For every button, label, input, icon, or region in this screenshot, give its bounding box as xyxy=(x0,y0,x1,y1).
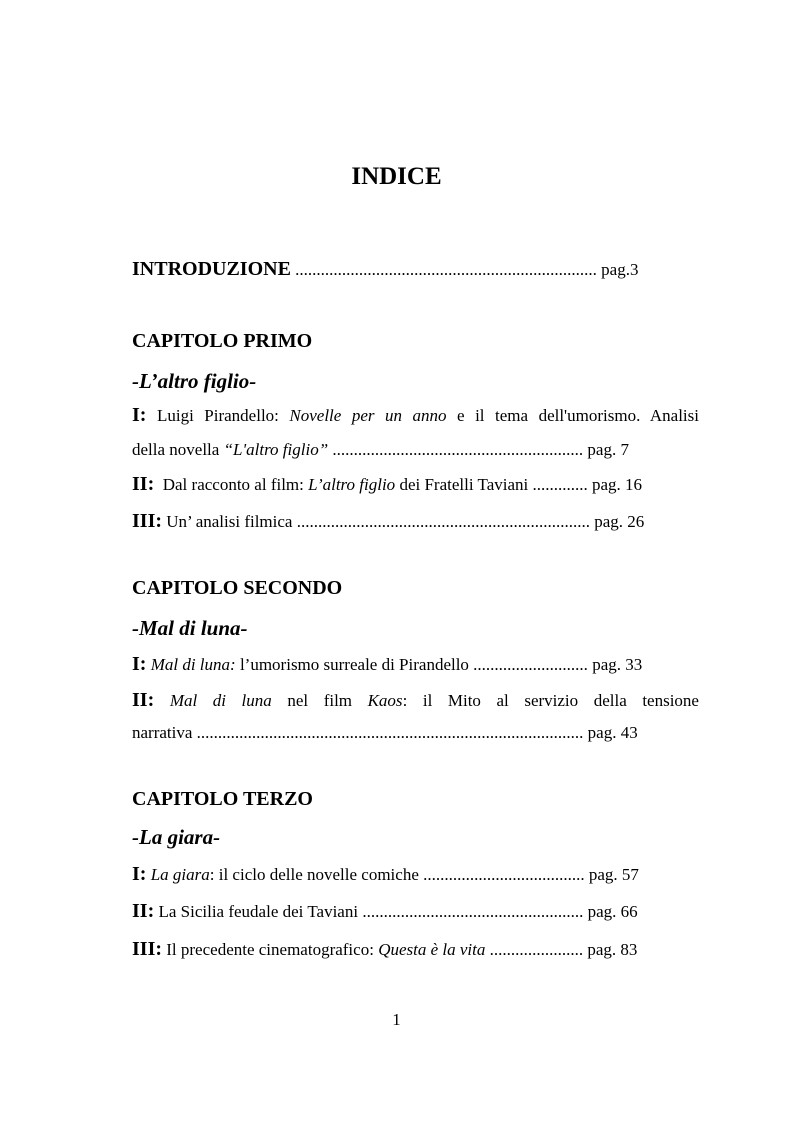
entry-text: ...................... xyxy=(485,940,588,959)
entry-number: III: xyxy=(132,510,163,532)
entry-page: pag. 43 xyxy=(587,723,638,742)
entry-page: pag. 33 xyxy=(592,655,643,674)
chapter-heading-3: CAPITOLO TERZO xyxy=(132,788,313,810)
toc-entry-2-2-line1[interactable] xyxy=(132,689,699,712)
entry-italic: Novelle per un anno xyxy=(289,406,447,425)
toc-entry-3-1[interactable] xyxy=(132,863,639,886)
entry-leader: ........................................................... xyxy=(328,440,588,459)
toc-entry-3-3[interactable] xyxy=(132,938,637,961)
entry-page: pag. 26 xyxy=(594,512,645,531)
toc-entry-1-3[interactable] xyxy=(132,510,644,533)
entry-page: pag. 83 xyxy=(587,940,638,959)
chapter-subtitle-2: -Mal di luna- xyxy=(132,616,248,640)
page-title: INDICE xyxy=(351,163,442,190)
entry-italic: La giara xyxy=(146,865,210,884)
entry-text: Luigi Pirandello: xyxy=(146,406,290,425)
entry-italic: Questa è la vita xyxy=(378,940,486,959)
chapter-heading-2: CAPITOLO SECONDO xyxy=(132,577,343,599)
intro-leader: ....................................................................... xyxy=(290,260,602,279)
toc-entry-1-1-line2[interactable] xyxy=(132,439,629,461)
entry-text: La Sicilia feudale dei Taviani .................................................... xyxy=(154,902,588,921)
intro-page: pag.3 xyxy=(601,260,639,279)
page-number: 1 xyxy=(392,1010,401,1029)
intro-label: INTRODUZIONE xyxy=(132,258,291,280)
entry-number: III: xyxy=(132,938,163,960)
entry-text: l’umorismo surreale di Pirandello ........................... xyxy=(235,655,593,674)
entry-text: nel film xyxy=(271,691,368,710)
chapter-subtitle-1: -L’altro figlio- xyxy=(132,369,257,393)
entry-italic: L’altro figlio xyxy=(308,475,396,494)
chapter-subtitle-3: -La giara- xyxy=(132,825,221,849)
entry-number: II: xyxy=(132,473,155,495)
entry-text: dei Fratelli Taviani ............. xyxy=(395,475,592,494)
entry-page: pag. 57 xyxy=(588,865,639,884)
toc-entry-3-2[interactable] xyxy=(132,900,638,923)
entry-italic: Mal di luna: xyxy=(146,655,236,674)
entry-number: II: xyxy=(132,689,155,711)
entry-text: e il tema dell'umorismo. Analisi xyxy=(446,406,699,425)
entry-number: I: xyxy=(132,653,147,675)
toc-entry-1-2[interactable] xyxy=(132,473,642,496)
entry-italic: Mal di luna xyxy=(169,691,272,710)
toc-entry-2-1[interactable] xyxy=(132,653,642,676)
entry-text: della novella xyxy=(132,440,224,459)
entry-text: : il Mito al servizio della tensione xyxy=(402,691,699,710)
entry-italic: “L'altro figlio” xyxy=(223,440,329,459)
entry-page: pag. 66 xyxy=(587,902,638,921)
entry-number: II: xyxy=(132,900,155,922)
entry-text: Un’ analisi filmica ..................................................................... xyxy=(162,512,595,531)
entry-page: pag. 7 xyxy=(587,440,629,459)
entry-text: : il ciclo delle novelle comiche ...................................... xyxy=(209,865,589,884)
entry-text: Il precedente cinematografico: xyxy=(162,940,379,959)
toc-entry-1-1-line1[interactable] xyxy=(132,404,699,427)
entry-page: pag. 16 xyxy=(591,475,643,494)
entry-italic: Kaos xyxy=(367,691,403,710)
entry-number: I: xyxy=(132,404,147,426)
toc-intro[interactable] xyxy=(132,258,638,281)
toc-entry-2-2-line2[interactable] xyxy=(132,722,638,744)
chapter-heading-1: CAPITOLO PRIMO xyxy=(132,330,313,352)
entry-text: Dal racconto al film: xyxy=(154,475,309,494)
entry-number: I: xyxy=(132,863,147,885)
entry-text: narrativa ........................................................................................... xyxy=(132,723,588,742)
